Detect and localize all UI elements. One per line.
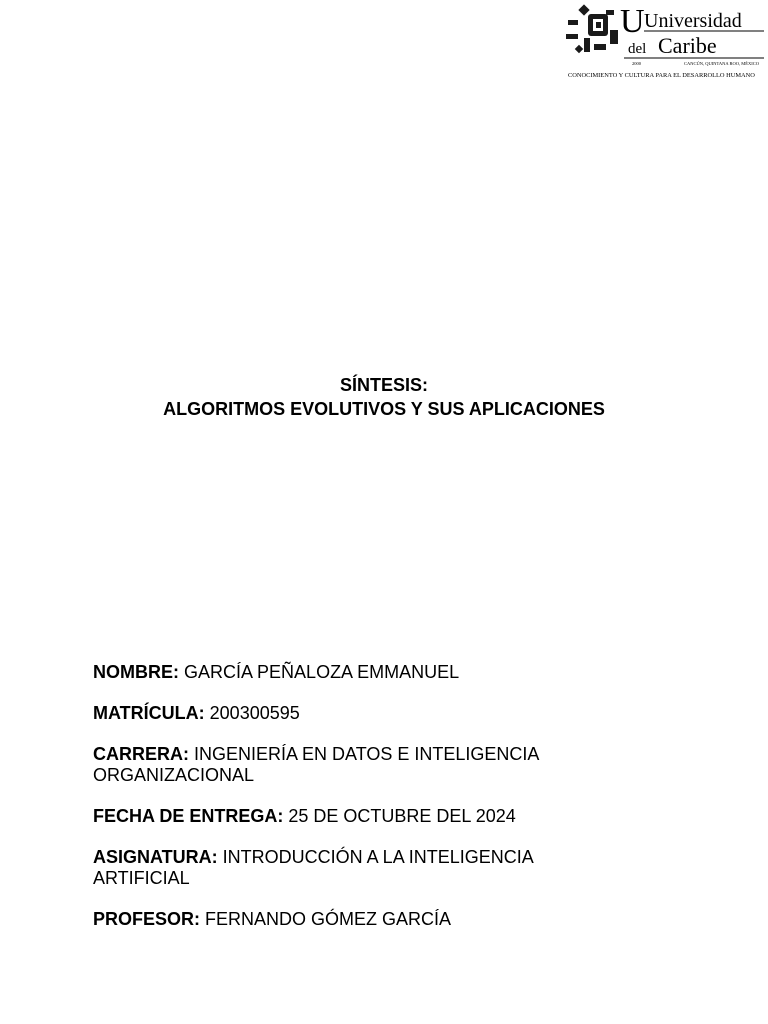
logo-name-line2: Caribe bbox=[658, 33, 717, 58]
title-line-1: SÍNTESIS: bbox=[339, 375, 428, 395]
field-value: FERNANDO GÓMEZ GARCÍA bbox=[205, 909, 452, 929]
field-value: INTRODUCCIÓN A LA INTELIGENCIA ARTIFICIAL bbox=[93, 847, 533, 888]
field-nombre bbox=[93, 662, 613, 683]
field-label: CARRERA: bbox=[93, 744, 189, 764]
field-profesor bbox=[93, 909, 613, 930]
field-label: FECHA DE ENTREGA: bbox=[93, 806, 284, 826]
document-title bbox=[0, 373, 768, 421]
field-value: 200300595 bbox=[209, 703, 300, 723]
logo-name-line1: Universidad bbox=[644, 10, 742, 32]
field-label: ASIGNATURA: bbox=[93, 847, 218, 867]
field-carrera bbox=[93, 744, 613, 786]
field-label: PROFESOR: bbox=[93, 909, 201, 929]
university-emblem-icon bbox=[566, 4, 618, 53]
field-label: NOMBRE: bbox=[93, 662, 179, 682]
field-value: GARCÍA PEÑALOZA EMMANUEL bbox=[184, 662, 460, 682]
university-logo bbox=[562, 0, 766, 86]
field-label: MATRÍCULA: bbox=[93, 703, 205, 723]
title-line-2: ALGORITMOS EVOLUTIVOS Y SUS APLICACIONES bbox=[163, 399, 605, 419]
logo-location: CANCÚN, QUINTANA ROO, MÉXICO bbox=[684, 61, 760, 66]
field-value: INGENIERÍA EN DATOS E INTELIGENCIA ORGANIZACIONAL bbox=[93, 744, 539, 785]
field-value: 25 DE OCTUBRE DEL 2024 bbox=[288, 806, 516, 826]
field-asignatura bbox=[93, 847, 613, 889]
logo-name-initial: U bbox=[620, 3, 645, 40]
field-fecha-de-entrega bbox=[93, 806, 613, 827]
field-matricula bbox=[93, 703, 613, 724]
logo-name-prefix: del bbox=[628, 41, 647, 57]
student-info bbox=[93, 662, 613, 950]
logo-motto: CONOCIMIENTO Y CULTURA PARA EL DESARROLLO HUMANO bbox=[568, 72, 755, 79]
logo-founded: 2000 bbox=[632, 61, 641, 66]
